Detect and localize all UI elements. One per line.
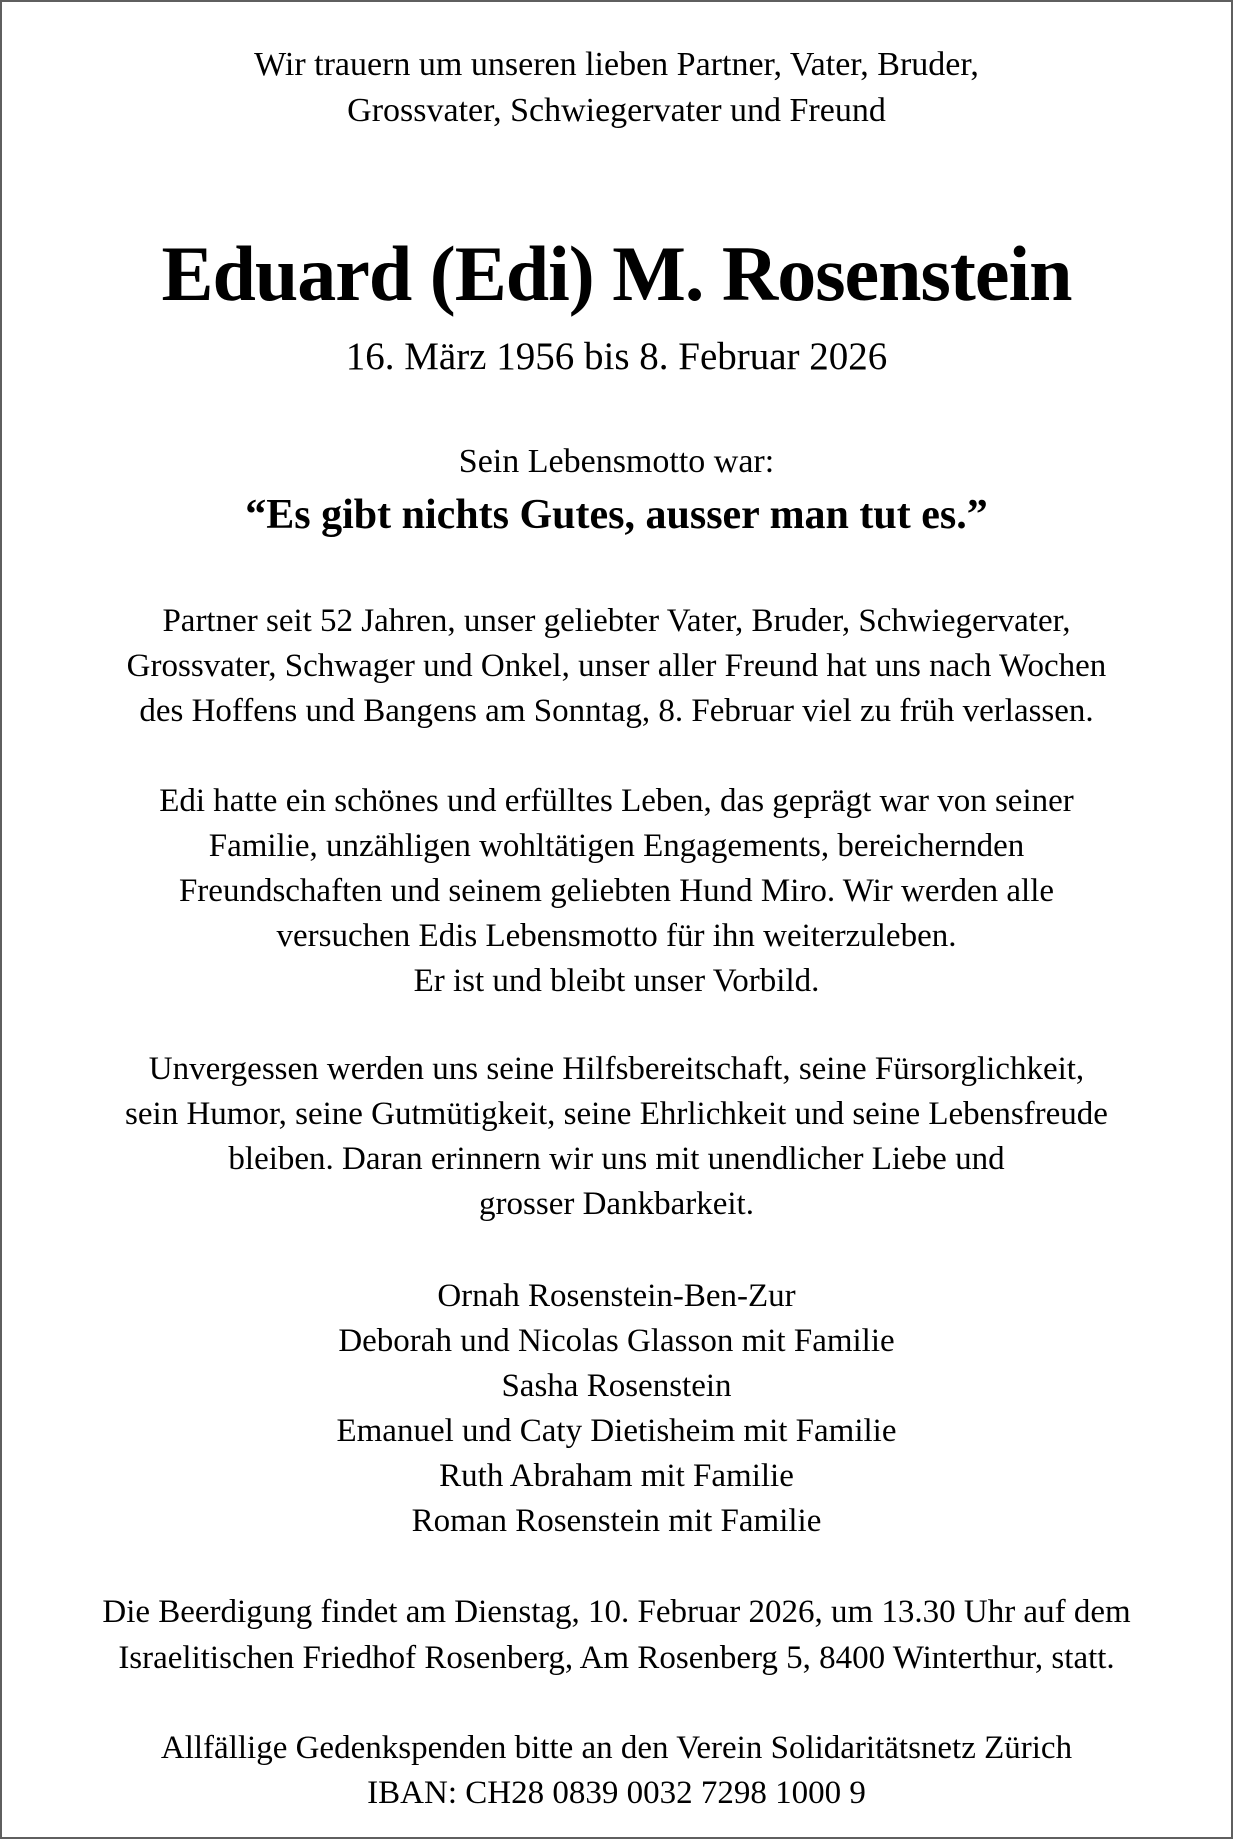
mourner-name: Ornah Rosenstein-Ben-Zur xyxy=(437,1278,796,1314)
paragraph-line: Grossvater, Schwager und Onkel, unser aller Freund hat uns nach Wochen xyxy=(126,648,1107,684)
donation-line: IBAN: CH28 0839 0032 7298 1000 9 xyxy=(367,1775,866,1811)
intro-text xyxy=(2,42,1231,134)
paragraph-line: Unvergessen werden uns seine Hilfsbereitschaft, seine Fürsorglichkeit, xyxy=(148,1051,1085,1087)
motto-quote: “Es gibt nichts Gutes, ausser man tut es.” xyxy=(245,492,988,538)
intro-line: Wir trauern um unseren lieben Partner, Vater, Bruder, xyxy=(254,46,979,83)
paragraph-partner xyxy=(2,599,1231,734)
mourners-list xyxy=(2,1274,1231,1544)
mourner-name: Sasha Rosenstein xyxy=(501,1368,732,1404)
paragraph-line: sein Humor, seine Gutmütigkeit, seine Ehrlichkeit und seine Lebensfreude xyxy=(125,1096,1108,1132)
motto-intro: Sein Lebensmotto war: xyxy=(458,443,775,480)
intro-line: Grossvater, Schwiegervater und Freund xyxy=(347,92,886,129)
mourner-name: Ruth Abraham mit Familie xyxy=(439,1458,794,1494)
paragraph-remembrance xyxy=(2,1047,1231,1227)
paragraph-line: Familie, unzähligen wohltätigen Engagements, bereichernden xyxy=(208,828,1025,864)
mourner-name: Emanuel und Caty Dietisheim mit Familie xyxy=(336,1413,897,1449)
paragraph-line: Edi hatte ein schönes und erfülltes Leben, das geprägt war von seiner xyxy=(159,783,1074,819)
paragraph-line: des Hoffens und Bangens am Sonntag, 8. Februar viel zu früh verlassen. xyxy=(139,693,1094,729)
paragraph-line: Partner seit 52 Jahren, unser geliebter Vater, Bruder, Schwiegervater, xyxy=(162,603,1071,639)
donation-info xyxy=(2,1726,1231,1816)
paragraph-line: Er ist und bleibt unser Vorbild. xyxy=(413,963,820,999)
paragraph-line: grosser Dankbarkeit. xyxy=(479,1186,754,1222)
paragraph-line: Freundschaften und seinem geliebten Hund Miro. Wir werden alle xyxy=(178,873,1055,909)
paragraph-line: versuchen Edis Lebensmotto für ihn weiterzuleben. xyxy=(276,918,957,954)
mourner-name: Deborah und Nicolas Glasson mit Familie xyxy=(338,1323,895,1359)
funeral-line: Israelitischen Friedhof Rosenberg, Am Rosenberg 5, 8400 Winterthur, statt. xyxy=(118,1640,1115,1676)
paragraph-life xyxy=(2,779,1231,1004)
funeral-line: Die Beerdigung findet am Dienstag, 10. Februar 2026, um 13.30 Uhr auf dem xyxy=(102,1594,1131,1630)
donation-line: Allfällige Gedenkspenden bitte an den Verein Solidaritätsnetz Zürich xyxy=(160,1730,1073,1766)
paragraph-line: bleiben. Daran erinnern wir uns mit unendlicher Liebe und xyxy=(228,1141,1005,1177)
mourner-name: Roman Rosenstein mit Familie xyxy=(411,1503,822,1539)
funeral-info xyxy=(2,1589,1231,1681)
deceased-name: Eduard (Edi) M. Rosenstein xyxy=(161,230,1072,317)
life-dates: 16. März 1956 bis 8. Februar 2026 xyxy=(345,335,888,378)
